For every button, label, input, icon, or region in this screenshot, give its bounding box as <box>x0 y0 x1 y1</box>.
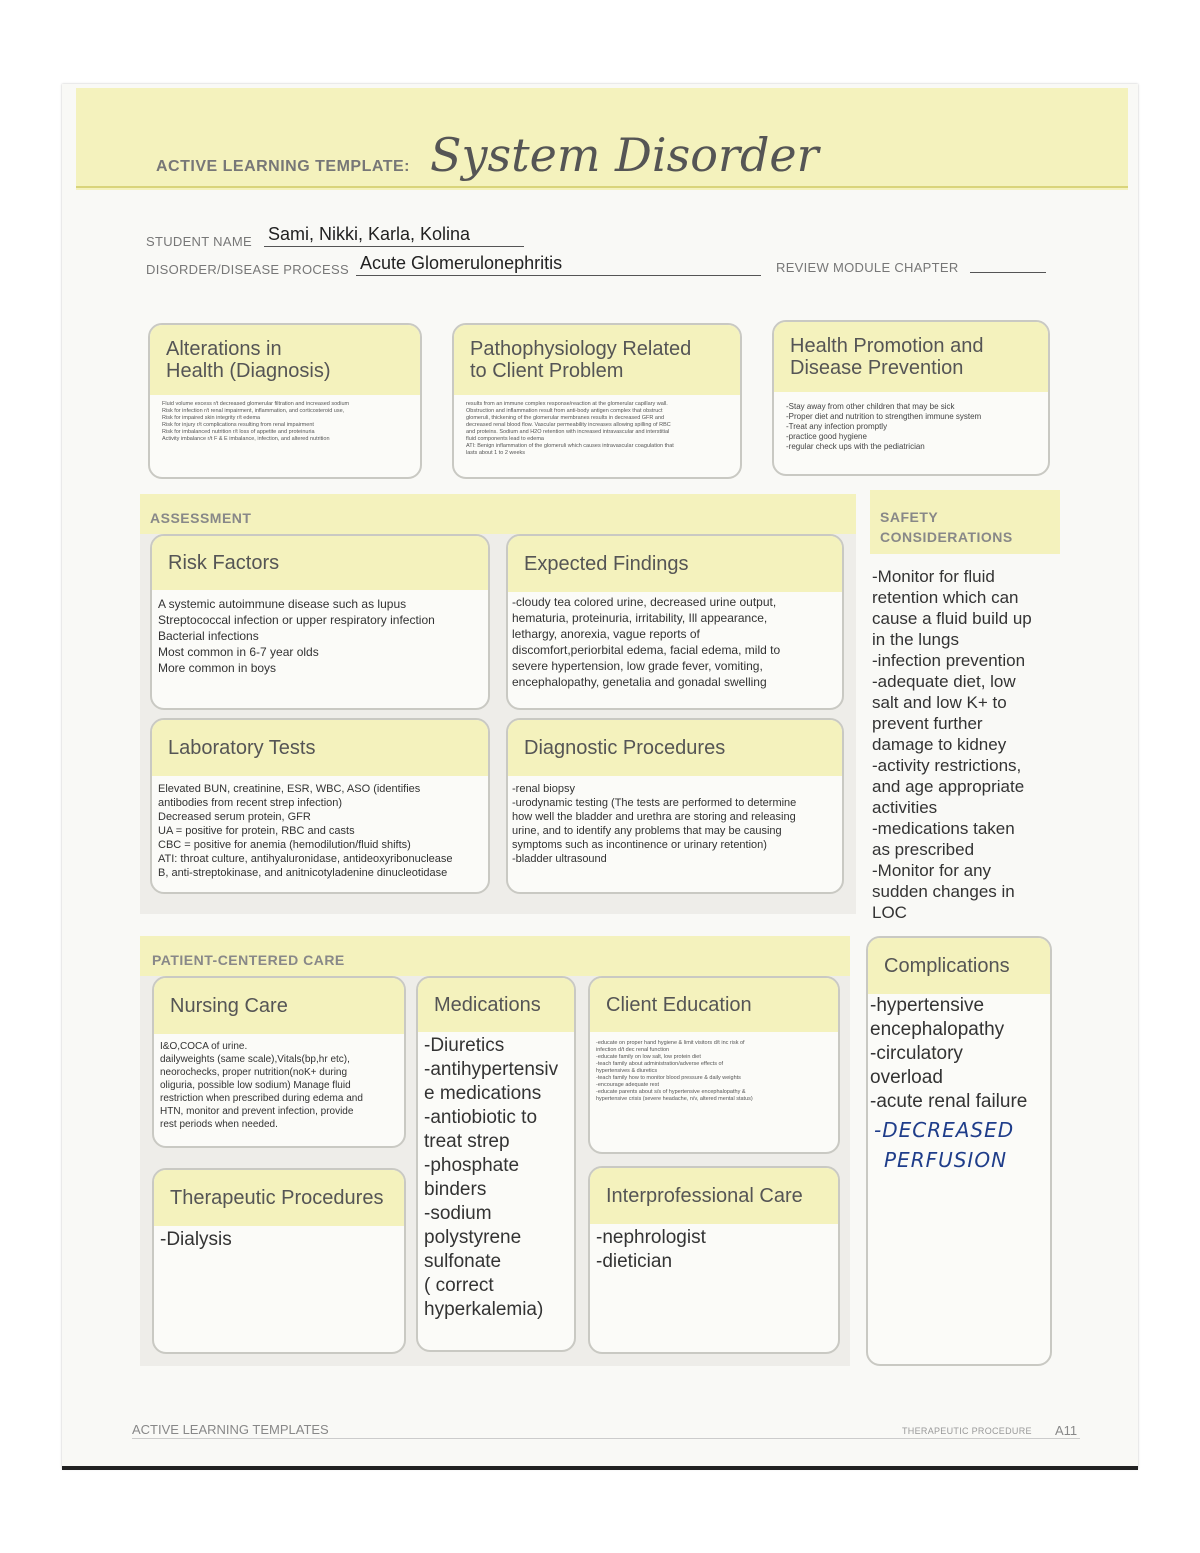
risk-factors-text: A systemic autoimmune disease such as lupus Streptococcal infection or upper respiratory infection Bacterial infections Most common in 6-7 year olds More common in boys <box>158 597 435 675</box>
pathophysiology-title: Pathophysiology Related to Client Problem <box>454 325 740 395</box>
diagnostic-procedures-box <box>506 718 844 894</box>
health-promotion-text: -Stay away from other children that may be sick -Proper diet and nutrition to strengthen immune system -Treat any infection promptly -practice good hygiene -regular check ups with the pediatrician <box>786 402 982 451</box>
nursing-care-box <box>152 976 406 1148</box>
alterations-title: Alterations in Health (Diagnosis) <box>150 325 420 395</box>
footer-page-number: A11 <box>1055 1423 1078 1438</box>
footer-left: ACTIVE LEARNING TEMPLATES <box>132 1422 329 1437</box>
banner-divider <box>76 186 1128 188</box>
student-name-underline <box>264 246 524 247</box>
disorder-label: DISORDER/DISEASE PROCESS <box>146 262 349 277</box>
page-bottom-edge <box>62 1466 1138 1470</box>
expected-findings-box <box>506 534 844 710</box>
medications-title: Medications <box>418 978 574 1032</box>
expected-findings-text: -cloudy tea colored urine, decreased urine output, hematuria, proteinuria, irritability, Ill appearance, lethargy, anorexia, vague reports of discomfort,periorbital edema, facial edema, mild to severe hypertension, low grade fever, vomiting, encephalopathy, genetalia and gonadal swelling <box>512 595 781 689</box>
medications-text: -Diuretics -antihypertensiv e medications -antiobiotic to treat strep -phosphate binders -sodium polystyrene sulfonate ( correct hyperkalemia) <box>424 1035 559 1320</box>
template-label: ACTIVE LEARNING TEMPLATE: <box>156 158 410 175</box>
review-module-underline <box>970 272 1046 273</box>
risk-factors-box <box>150 534 490 710</box>
client-education-box <box>588 976 840 1154</box>
handwritten-perfusion: PERFUSION <box>884 1148 1008 1172</box>
client-education-title: Client Education <box>590 978 838 1032</box>
client-education-text: -educate on proper hand hygiene & limit visitors d/t inc risk of infection d/t dec renal function -educate family on low salt, low protein diet -teach family about administration/adverse effects of hypertensives & diuretics -teach family how to monitor blood pressure & daily weights -encourage adequate rest -educate parents about s/s of hypertensive encephalopathy & hypertensive crisis (severe headache, n/v, altered mental status) <box>596 1040 753 1102</box>
expected-findings-title: Expected Findings <box>508 536 842 592</box>
student-name-label: STUDENT NAME <box>146 234 252 249</box>
student-name-value: Sami, Nikki, Karla, Kolina <box>268 224 471 244</box>
nursing-care-text: I&O,COCA of urine. dailyweights (same scale),Vitals(bp,hr etc), neorochecks, proper nutrition(noK+ during oliguria, possible low sodium) Manage fluid restriction when prescribed during edema and HTN, monitor and prevent infection, provide rest periods when needed. <box>160 1041 363 1130</box>
complications-title: Complications <box>868 938 1050 994</box>
laboratory-tests-title: Laboratory Tests <box>152 720 488 776</box>
health-promotion-box <box>772 320 1050 476</box>
health-promotion-title: Health Promotion and Disease Prevention <box>774 322 1048 392</box>
pathophysiology-box <box>452 323 742 479</box>
risk-factors-title: Risk Factors <box>152 536 488 590</box>
diagnostic-procedures-title: Diagnostic Procedures <box>508 720 842 776</box>
safety-label: SAFETY CONSIDERATIONS <box>880 509 1013 545</box>
interprofessional-care-text: -nephrologist -dietician <box>596 1227 706 1272</box>
interprofessional-care-box <box>588 1166 840 1354</box>
pathophysiology-text: results from an immune complex response/reaction at the glomerular capillary wall. Obstruction and inflammation result from anti-body antigen complex that obstruct glomeruli, thickening of the glomerular membranes results in decreased GFR and decreased renal blood flow. Vascular permeability increases allowing spilling of RBC and proteins. Sodium and H2O retention with increased intravascular and interstitial fluid components lead to edema ATI: Benign inflammation of the glomeruli which causes intravascular coagulation that lasts about 1 to 2 weeks <box>466 401 674 456</box>
laboratory-tests-box <box>150 718 490 894</box>
disorder-underline <box>356 275 761 276</box>
review-module-label: REVIEW MODULE CHAPTER <box>776 260 959 275</box>
handwritten-decreased: -DECREASED <box>874 1118 1015 1142</box>
medications-box <box>416 976 576 1352</box>
interprofessional-care-title: Interprofessional Care <box>590 1168 838 1224</box>
disorder-value: Acute Glomerulonephritis <box>360 253 563 273</box>
page-title: System Disorder <box>430 128 819 182</box>
alterations-box <box>148 323 422 479</box>
footer-divider <box>132 1438 1080 1439</box>
patient-care-label: PATIENT-CENTERED CARE <box>152 952 345 968</box>
safety-text: -Monitor for fluid retention which can cause a fluid build up in the lungs -infection prevention -adequate diet, low salt and low K+ to prevent further damage to kidney -activity restrictions, and age appropriate activities -medications taken as prescribed -Monitor for any sudden changes in LOC <box>872 567 1032 922</box>
therapeutic-procedures-box <box>152 1168 406 1354</box>
nursing-care-title: Nursing Care <box>154 978 404 1034</box>
therapeutic-procedures-title: Therapeutic Procedures <box>154 1170 404 1226</box>
diagnostic-procedures-text: -renal biopsy -urodynamic testing (The tests are performed to determine how well the bladder and urethra are storing and releasing urine, and to identify any problems that may be causing symptoms such as incontinence or urinary retention) -bladder ultrasound <box>512 783 797 865</box>
alterations-text: Fluid volume excess r/t decreased glomerular filtration and increased sodium Risk for infection r/t renal impairment, inflammation, and corticosteroid use, Risk for impaired skin integrity r/t edema Risk for injury r/t complications resulting from renal impairment Risk for imbalanced nutrition r/t loss of appetite and proteinuria Activity imbalance r/t F & E imbalance, infection, and altered nutrition <box>162 401 350 442</box>
footer-right: THERAPEUTIC PROCEDURE <box>902 1426 1032 1436</box>
laboratory-tests-text: Elevated BUN, creatinine, ESR, WBC, ASO (identifies antibodies from recent strep infection) Decreased serum protein, GFR UA = positive for protein, RBC and casts CBC = positive for anemia (hemodilution/fluid shifts) ATI: throat culture, antihyaluronidase, antideoxyribonuclease B, anti-streptokinase, and anitnicotyladenine dinucleotidase <box>158 783 453 879</box>
complications-text: -hypertensive encephalopathy -circulatory overload -acute renal failure <box>870 995 1028 1112</box>
therapeutic-procedures-text: -Dialysis <box>160 1229 232 1250</box>
assessment-label: ASSESSMENT <box>150 510 252 526</box>
